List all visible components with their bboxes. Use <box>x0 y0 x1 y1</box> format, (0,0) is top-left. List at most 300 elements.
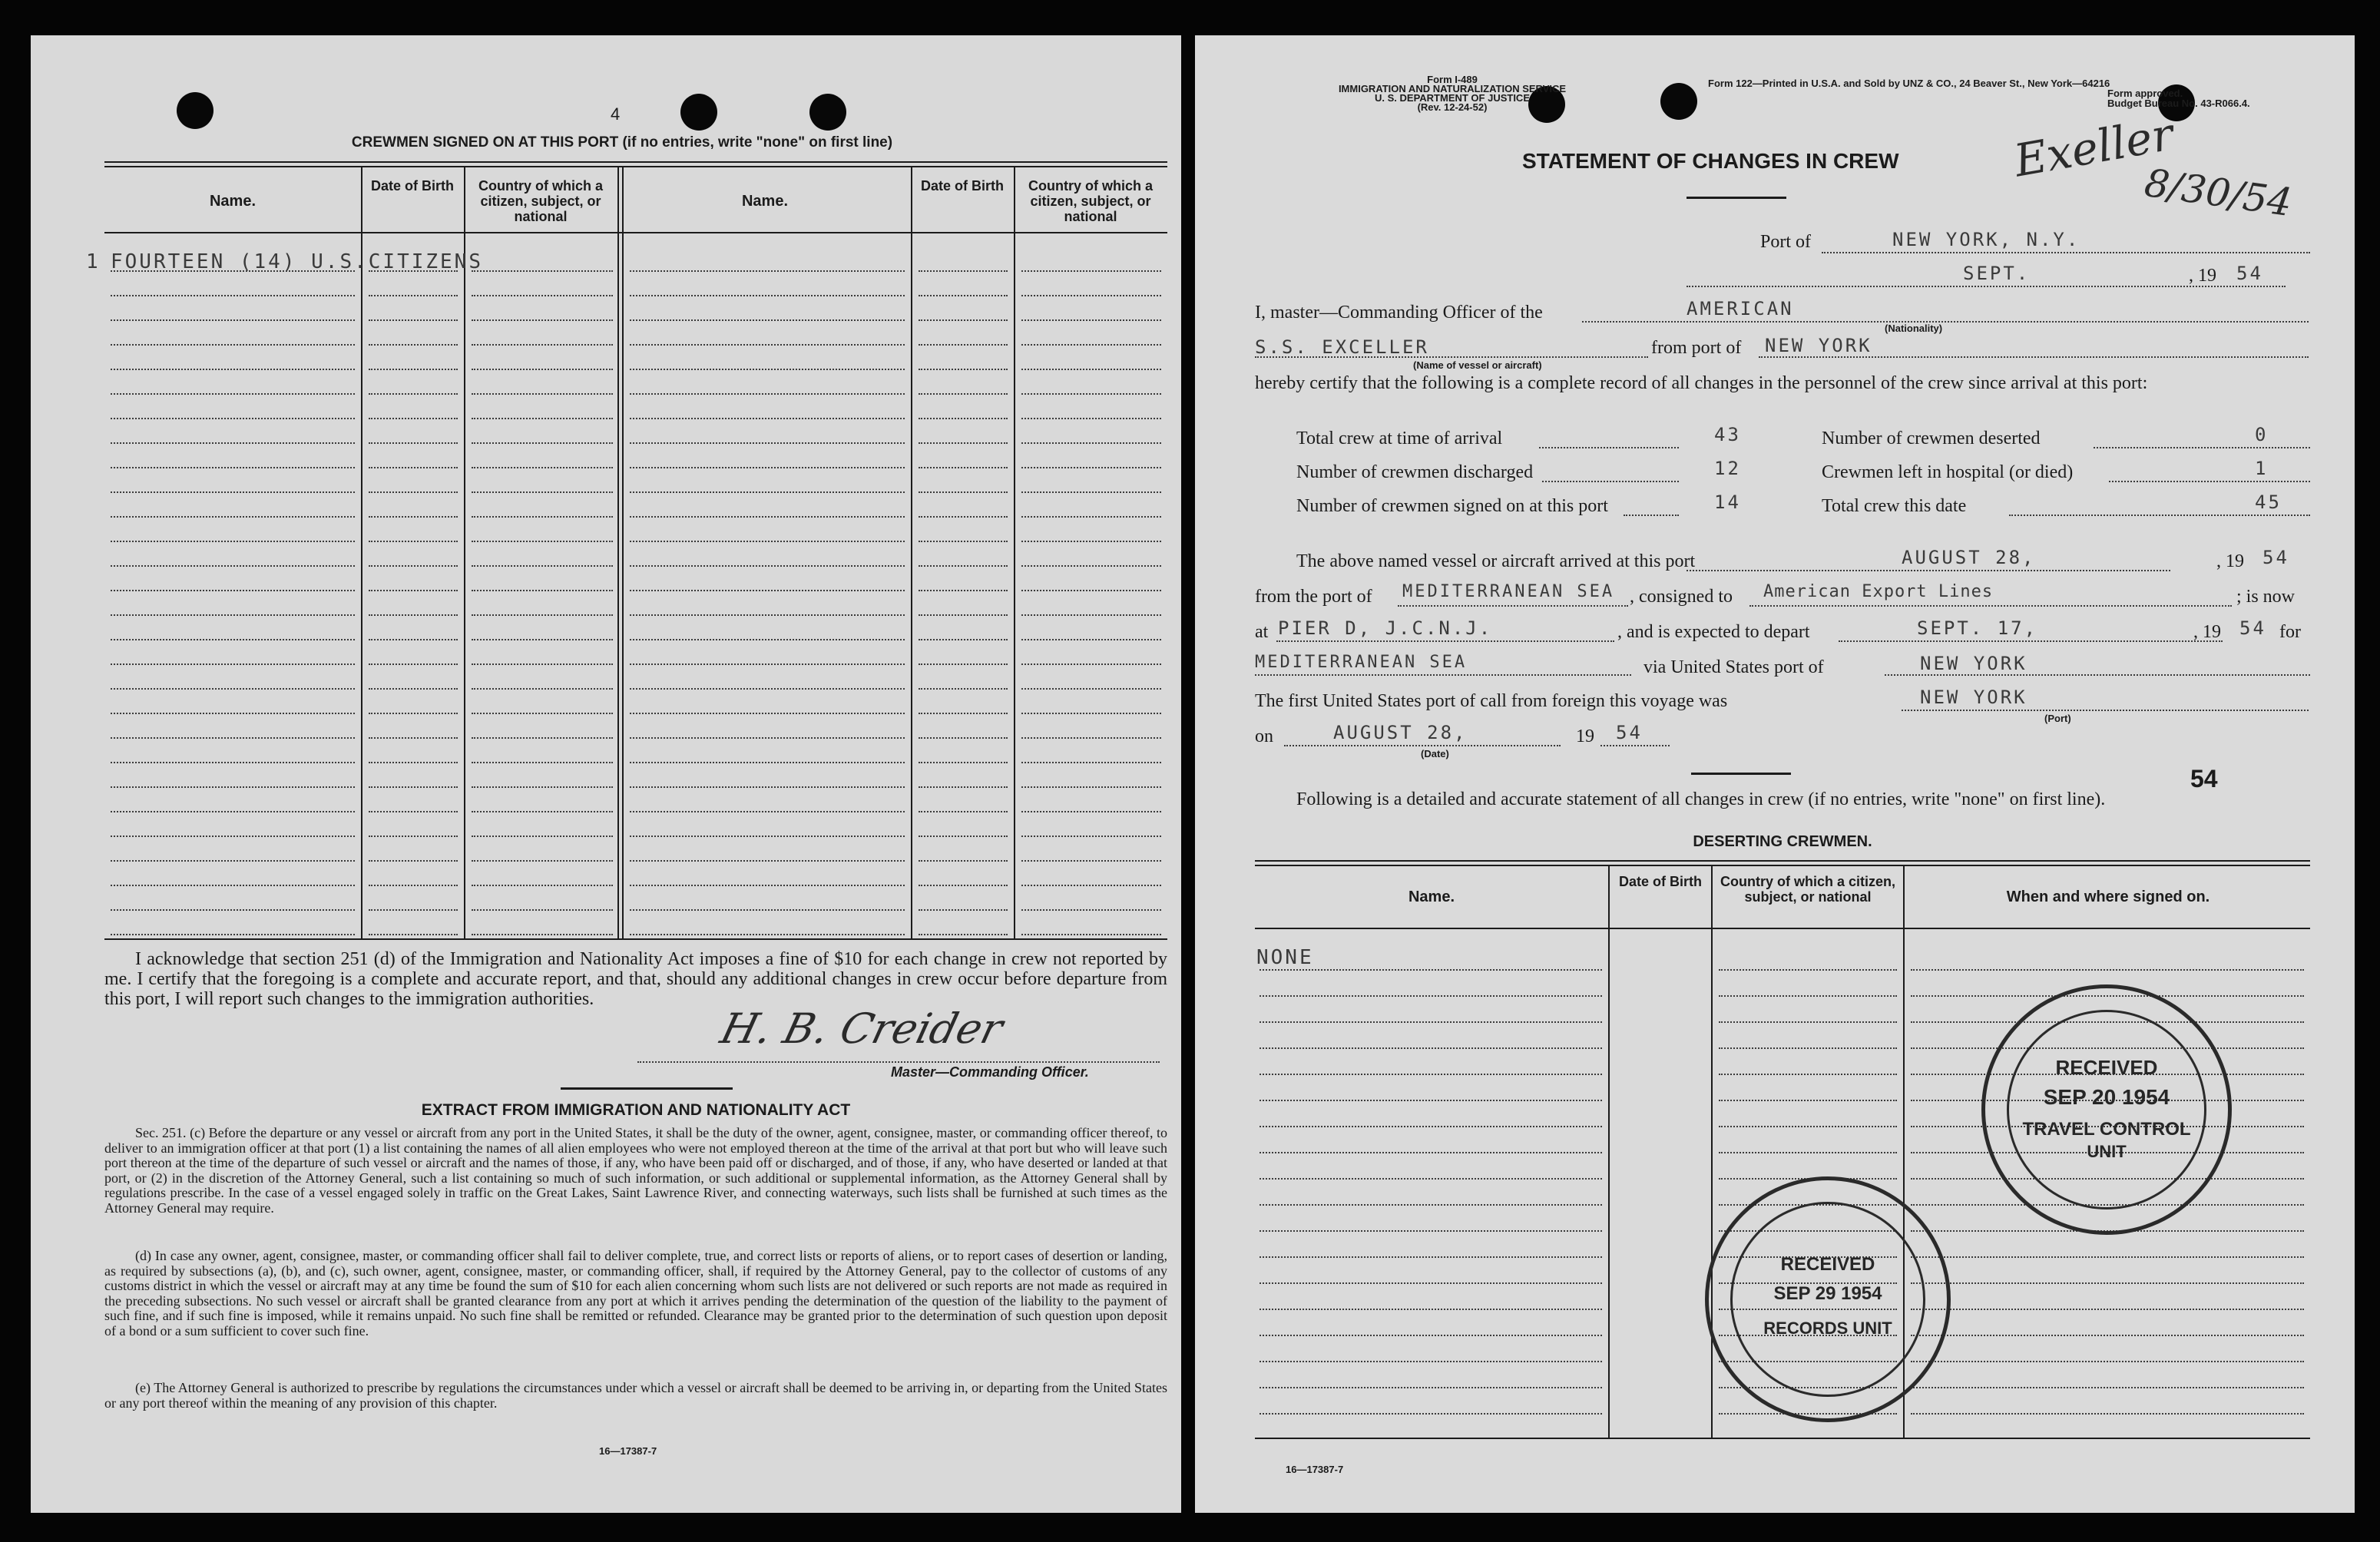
row-rule <box>919 688 1008 690</box>
row-rule <box>472 270 613 272</box>
row-rule <box>1021 344 1161 346</box>
row-rule <box>369 295 458 296</box>
row-rule <box>1260 1256 1602 1258</box>
row-rule <box>111 541 355 542</box>
row-rule <box>630 541 905 542</box>
row-rule <box>369 369 458 370</box>
form-title: STATEMENT OF CHANGES IN CREW <box>1522 149 1899 173</box>
row-rule <box>630 762 905 763</box>
stat-value: 45 <box>2255 491 2282 513</box>
signature-caption: Master—Commanding Officer. <box>891 1064 1089 1080</box>
row-rule <box>472 491 613 493</box>
row-rule <box>111 762 355 763</box>
row-rule <box>472 737 613 739</box>
punch-hole <box>809 94 846 131</box>
row-rule <box>472 541 613 542</box>
depart-year-prefix: , 19 <box>2193 622 2221 642</box>
row-rule <box>1021 663 1161 665</box>
row-rule <box>369 590 458 591</box>
row-rule <box>111 442 355 444</box>
row-rule <box>111 344 355 346</box>
row-rule <box>1021 811 1161 812</box>
row-rule <box>919 590 1008 591</box>
row-rule <box>369 418 458 419</box>
column-header: Name. <box>1408 888 1455 905</box>
right-page <box>1195 35 2355 1513</box>
row-rule <box>1260 1152 1602 1153</box>
year-prefix: , 19 <box>2189 266 2216 286</box>
column-header: Country of which a citizen, subject, or national <box>478 178 603 224</box>
row-rule <box>369 762 458 763</box>
row-rule <box>919 885 1008 886</box>
arrived-year-prefix: , 19 <box>2216 551 2244 571</box>
row-rule <box>919 541 1008 542</box>
row-rule <box>630 811 905 812</box>
row-rule <box>1021 467 1161 468</box>
stamp-line: UNIT <box>2087 1142 2127 1161</box>
printer-header <box>1708 78 2299 108</box>
row-rule <box>1911 1361 2304 1362</box>
row-rule <box>472 467 613 468</box>
row-rule <box>919 860 1008 862</box>
stamp-line: SEP 20 1954 <box>2043 1085 2170 1109</box>
stat-value: 14 <box>1714 491 1741 513</box>
row-rule <box>472 860 613 862</box>
column-header: Date of Birth <box>371 178 454 194</box>
row-rule <box>630 344 905 346</box>
row-rule <box>1719 1152 1897 1153</box>
row-rule <box>630 885 905 886</box>
row-rule <box>630 442 905 444</box>
is-now-label: ; is now <box>2236 587 2296 607</box>
from-port-label: from port of <box>1651 338 1742 358</box>
entry-marker: 1 <box>86 250 101 273</box>
extract-section-d: (d) In case any owner, agent, consignee, master, or commanding officer shall fail to deliver complete, true, and correct lists or reports of aliens, or to report cases of desertion or landing, as required by subsections (a), (b), and (c), such owner, agent, consignee, master, or commanding officer, shall, if required by the Attorney General, pay to the collector of customs of any customs district in which the vessel or aircraft may at any time be found the sum of $10 for each alien concerning whom such lists are not delivered or such reports are not made as required in the preceding subsections. No such vessel or aircraft shall be granted clearance from any port at which it arrives pending the determination of the question of the liability to the payment of such fine, and if such fine is imposed, while it remains unpaid. No such fine shall be remitted or refunded. Clearance may be granted prior to the determination of such question upon deposit of a bond or a sum sufficient to cover such fine. <box>104 1248 1167 1338</box>
row-rule <box>369 713 458 714</box>
row-rule <box>919 836 1008 837</box>
row-rule <box>472 909 613 911</box>
row-rule <box>1719 1126 1897 1127</box>
row-rule <box>630 491 905 493</box>
for-label: for <box>2279 622 2301 642</box>
row-rule <box>1021 836 1161 837</box>
row-rule <box>1719 1021 1897 1023</box>
stat-label: Number of crewmen signed on at this port <box>1296 496 1608 516</box>
row-rule <box>111 418 355 419</box>
stat-value: 12 <box>1714 458 1741 479</box>
stamp-line: RECEIVED <box>2055 1056 2158 1079</box>
row-rule <box>111 319 355 321</box>
port-label: Port of <box>1760 232 1811 252</box>
stat-label: Crewmen left in hospital (or died) <box>1822 462 2074 482</box>
depart-year: 54 <box>2239 617 2266 639</box>
row-rule <box>472 442 613 444</box>
row-rule <box>111 688 355 690</box>
form-number: Form I-489 <box>1427 74 1478 85</box>
row-rule <box>111 934 355 935</box>
master-signature: H. B. Creider <box>716 1004 1008 1053</box>
stamp-line: SEP 29 1954 <box>1773 1283 1882 1304</box>
row-rule <box>630 663 905 665</box>
row-rule <box>472 688 613 690</box>
row-rule <box>919 344 1008 346</box>
row-rule <box>111 786 355 788</box>
row-rule <box>369 565 458 567</box>
row-rule <box>369 541 458 542</box>
row-rule <box>111 639 355 640</box>
stat-label: Number of crewmen discharged <box>1296 462 1534 482</box>
row-rule <box>472 639 613 640</box>
stamp-line: RECEIVED <box>1780 1254 1875 1275</box>
row-rule <box>1021 565 1161 567</box>
row-rule <box>111 885 355 886</box>
row-rule <box>1021 541 1161 542</box>
row-rule <box>369 811 458 812</box>
row-rule <box>472 811 613 812</box>
row-rule <box>1260 1126 1602 1127</box>
row-rule <box>1911 1413 2304 1415</box>
column-header: Date of Birth <box>921 178 1004 194</box>
row-rule <box>1021 491 1161 493</box>
stat-label: Total crew at time of arrival <box>1296 429 1503 448</box>
row-rule <box>630 639 905 640</box>
arrived-year: 54 <box>2262 547 2289 568</box>
row-rule <box>472 319 613 321</box>
row-rule <box>111 393 355 395</box>
row-rule <box>1021 934 1161 935</box>
row-rule <box>1911 1335 2304 1336</box>
column-header: When and where signed on. <box>2006 888 2210 905</box>
at-value: PIER D, J.C.N.J. <box>1278 617 1493 639</box>
row-rule <box>111 663 355 665</box>
from-the-port-label: from the port of <box>1255 587 1372 607</box>
row-rule <box>919 811 1008 812</box>
row-rule <box>472 614 613 616</box>
row-rule <box>369 909 458 911</box>
row-rule <box>919 418 1008 419</box>
received-stamp-records-unit <box>1705 1176 1951 1422</box>
row-rule <box>369 885 458 886</box>
following-text: Following is a detailed and accurate statement of all changes in crew (if no entries, write "none" on first line). <box>1296 789 2106 809</box>
row-rule <box>1021 516 1161 518</box>
row-rule <box>1911 1387 2304 1388</box>
on-label: on <box>1255 726 1273 746</box>
on-year: 54 <box>1616 722 1643 743</box>
row-rule <box>919 491 1008 493</box>
row-rule <box>630 737 905 739</box>
row-rule <box>472 885 613 886</box>
stamp-line: TRAVEL CONTROL <box>2022 1119 2191 1140</box>
row-rule <box>1911 1309 2304 1310</box>
extract-section-e: (e) The Attorney General is authorized to prescribe by regulations the circumstances under which a vessel or aircraft shall be deemed to be arriving in, or departing from the United States or any port thereof within the meaning of any provision of this chapter. <box>104 1380 1167 1411</box>
row-rule <box>111 369 355 370</box>
row-rule <box>919 295 1008 296</box>
row-rule <box>1260 1387 1602 1388</box>
row-rule <box>369 319 458 321</box>
row-rule <box>472 713 613 714</box>
row-rule <box>111 491 355 493</box>
department-name: U. S. DEPARTMENT OF JUSTICE <box>1375 92 1530 104</box>
row-rule <box>369 467 458 468</box>
stat-value: 0 <box>2255 424 2269 445</box>
on-year-prefix: 19 <box>1576 726 1594 746</box>
row-rule <box>630 836 905 837</box>
arrived-label: The above named vessel or aircraft arrived at this port <box>1296 551 1696 571</box>
row-rule <box>1719 1100 1897 1101</box>
row-rule <box>472 836 613 837</box>
row-rule <box>919 663 1008 665</box>
row-rule <box>111 860 355 862</box>
agency-name: IMMIGRATION AND NATURALIZATION SERVICE <box>1338 83 1567 94</box>
row-rule <box>630 270 905 272</box>
budget-number: Budget Bureau No. 43-R066.4. <box>2107 98 2250 109</box>
row-rule <box>1260 1309 1602 1310</box>
row-rule <box>919 762 1008 763</box>
row-rule <box>1021 639 1161 640</box>
punch-hole <box>680 94 717 131</box>
row-rule <box>111 565 355 567</box>
row-rule <box>1021 418 1161 419</box>
row-rule <box>1021 270 1161 272</box>
row-rule <box>472 344 613 346</box>
row-rule <box>1021 688 1161 690</box>
master-label: I, master—Commanding Officer of the <box>1255 303 1543 323</box>
row-rule <box>1021 614 1161 616</box>
handwritten-name: Exeller <box>2010 108 2177 187</box>
via-label: via United States port of <box>1643 657 1824 677</box>
form-header <box>1326 75 1579 112</box>
at-label: at <box>1255 622 1269 642</box>
row-rule <box>630 393 905 395</box>
stat-label: Total crew this date <box>1822 496 1967 516</box>
row-rule <box>1911 969 2304 971</box>
footer-code: 16—17387-7 <box>1286 1464 1344 1475</box>
row-rule <box>630 860 905 862</box>
first-port-value: NEW YORK <box>1920 687 2027 708</box>
row-rule <box>630 909 905 911</box>
row-rule <box>919 369 1008 370</box>
row-rule <box>630 467 905 468</box>
row-rule <box>1021 885 1161 886</box>
row-rule <box>369 491 458 493</box>
row-rule <box>369 860 458 862</box>
row-rule <box>369 663 458 665</box>
port-value: NEW YORK, N.Y. <box>1892 229 2080 250</box>
row-rule <box>369 786 458 788</box>
acknowledgement-text: I acknowledge that section 251 (d) of the Immigration and Nationality Act imposes a fine of $10 for each change in crew not reported by me. I certify that the foregoing is a complete and accurate report, and that, should any additional changes in crew occur before departure from this port, I will report such changes to the immigration authorities. <box>104 949 1167 1009</box>
row-rule <box>1021 737 1161 739</box>
row-rule <box>472 393 613 395</box>
row-rule <box>1021 909 1161 911</box>
row-rule <box>1719 969 1897 971</box>
row-rule <box>369 516 458 518</box>
row-rule <box>1719 995 1897 997</box>
year-value: 54 <box>2236 263 2263 284</box>
row-rule <box>1260 1178 1602 1180</box>
on-value: AUGUST 28, <box>1333 722 1468 743</box>
row-rule <box>1260 1230 1602 1232</box>
row-rule <box>630 319 905 321</box>
row-rule <box>1911 1282 2304 1284</box>
printer-note: Form 122—Printed in U.S.A. and Sold by UNZ & CO., 24 Beaver St., New York—64216 <box>1708 78 2110 89</box>
row-rule <box>630 516 905 518</box>
arrived-value: AUGUST 28, <box>1902 547 2036 568</box>
via-value: NEW YORK <box>1920 653 2027 674</box>
section-title: CREWMEN SIGNED ON AT THIS PORT (if no entries, write "none" on first line) <box>351 134 893 151</box>
row-rule <box>111 467 355 468</box>
row-rule <box>1719 1074 1897 1075</box>
row-rule <box>1021 590 1161 591</box>
row-rule <box>1021 442 1161 444</box>
row-rule <box>1260 1282 1602 1284</box>
row-rule <box>630 295 905 296</box>
row-rule <box>1260 1413 1602 1415</box>
row-rule <box>919 934 1008 935</box>
row-rule <box>111 516 355 518</box>
extract-title: EXTRACT FROM IMMIGRATION AND NATIONALITY ACT <box>421 1101 851 1119</box>
row-rule <box>111 295 355 296</box>
row-rule <box>919 270 1008 272</box>
punch-hole <box>177 92 214 129</box>
row-rule <box>630 688 905 690</box>
row-rule <box>472 295 613 296</box>
row-rule <box>630 786 905 788</box>
depart-label: , and is expected to depart <box>1617 622 1810 642</box>
stat-label: Number of crewmen deserted <box>1822 429 2041 448</box>
stat-value: 43 <box>1714 424 1741 445</box>
destination-value: MEDITERRANEAN SEA <box>1255 653 1468 672</box>
stamp-line: RECORDS UNIT <box>1763 1319 1892 1338</box>
row-rule <box>1021 860 1161 862</box>
row-rule <box>111 737 355 739</box>
row-rule <box>111 614 355 616</box>
row-rule <box>1911 1256 2304 1258</box>
row-rule <box>111 811 355 812</box>
row-rule <box>472 663 613 665</box>
row-rule <box>919 319 1008 321</box>
row-rule <box>919 442 1008 444</box>
column-header: Date of Birth <box>1619 874 1702 889</box>
row-rule <box>630 590 905 591</box>
table-entry: NONE <box>1256 946 1314 969</box>
row-rule <box>111 713 355 714</box>
row-rule <box>919 393 1008 395</box>
row-rule <box>1021 319 1161 321</box>
row-rule <box>111 590 355 591</box>
nationality-caption: (Nationality) <box>1885 323 1943 334</box>
form-revision: (Rev. 12-24-52) <box>1417 101 1488 113</box>
consigned-label: , consigned to <box>1630 587 1733 607</box>
column-header: Name. <box>741 193 789 210</box>
received-stamp-travel-control <box>1981 984 2232 1235</box>
left-page <box>31 35 1181 1513</box>
row-rule <box>1260 1204 1602 1206</box>
row-rule <box>1260 1074 1602 1075</box>
consigned-value: American Export Lines <box>1763 582 1994 601</box>
row-rule <box>472 565 613 567</box>
port-caption: (Port) <box>2044 713 2071 724</box>
row-rule <box>369 442 458 444</box>
depart-value: SEPT. 17, <box>1917 617 2038 639</box>
from-the-port-value: MEDITERRANEAN SEA <box>1402 582 1615 601</box>
column-header: Country of which a citizen, subject, or national <box>1720 874 1895 905</box>
page-number: 4 <box>611 104 621 124</box>
row-rule <box>1260 1021 1602 1023</box>
serial-mark: 54 <box>2190 765 2218 793</box>
row-rule <box>919 737 1008 739</box>
date-value: SEPT. <box>1963 263 2031 284</box>
row-rule <box>1021 762 1161 763</box>
extract-section-c: Sec. 251. (c) Before the departure or any vessel or aircraft from any port in the United States, it shall be the duty of the owner, agent, consignee, master, or commanding officer thereof, to deliver to an immigration officer at that port (1) a list containing the names of all alien employees who were not employed thereon at the time of the arrival at that port but who will leave such port thereon at the time of the departure of such vessel or aircraft and the names of those, if any, who have been paid off or discharged, and of those, if any, who have deserted or landed at that port, or (2) in the discretion of the Attorney General, such a list containing so much of such information, or such additional or supplemental information, as the Attorney General shall by regulations prescribe. In the case of a vessel engaged solely in traffic on the Great Lakes, Saint Lawrence River, and connecting waterways, such lists shall be furnished at such times as the Attorney General may require. <box>104 1125 1167 1216</box>
table-entry: FOURTEEN (14) U.S.CITIZENS <box>111 250 483 273</box>
handwritten-date: 8/30/54 <box>2141 160 2295 226</box>
row-rule <box>472 762 613 763</box>
row-rule <box>472 934 613 935</box>
row-rule <box>1719 1047 1897 1049</box>
row-rule <box>1260 1047 1602 1049</box>
deserting-title: DESERTING CREWMEN. <box>1693 833 1872 850</box>
row-rule <box>630 934 905 935</box>
row-rule <box>111 909 355 911</box>
punch-hole <box>1660 83 1697 120</box>
row-rule <box>630 713 905 714</box>
row-rule <box>630 369 905 370</box>
row-rule <box>1260 969 1602 971</box>
column-header: Name. <box>209 193 257 210</box>
row-rule <box>369 639 458 640</box>
row-rule <box>472 516 613 518</box>
row-rule <box>472 590 613 591</box>
row-rule <box>919 713 1008 714</box>
column-header: Country of which a citizen, subject, or national <box>1028 178 1153 224</box>
row-rule <box>1260 1335 1602 1336</box>
row-rule <box>1021 786 1161 788</box>
row-rule <box>369 344 458 346</box>
row-rule <box>111 836 355 837</box>
vessel-value: S.S. EXCELLER <box>1255 336 1429 358</box>
vessel-caption: (Name of vessel or aircraft) <box>1413 359 1542 371</box>
row-rule <box>919 639 1008 640</box>
row-rule <box>472 786 613 788</box>
row-rule <box>1260 995 1602 997</box>
row-rule <box>369 836 458 837</box>
date-caption: (Date) <box>1421 748 1449 759</box>
row-rule <box>919 614 1008 616</box>
row-rule <box>919 565 1008 567</box>
row-rule <box>472 418 613 419</box>
row-rule <box>369 934 458 935</box>
row-rule <box>1021 393 1161 395</box>
row-rule <box>369 737 458 739</box>
row-rule <box>630 418 905 419</box>
from-port-value: NEW YORK <box>1765 335 1872 356</box>
row-rule <box>369 614 458 616</box>
row-rule <box>919 467 1008 468</box>
certify-text: hereby certify that the following is a complete record of all changes in the personnel of the crew since arrival at this port: <box>1255 373 2148 393</box>
first-port-label: The first United States port of call from foreign this voyage was <box>1255 691 1728 711</box>
row-rule <box>630 614 905 616</box>
row-rule <box>919 909 1008 911</box>
row-rule <box>1021 295 1161 296</box>
row-rule <box>369 688 458 690</box>
row-rule <box>1021 713 1161 714</box>
row-rule <box>369 393 458 395</box>
row-rule <box>1021 369 1161 370</box>
footer-code: 16—17387-7 <box>599 1445 657 1457</box>
row-rule <box>1260 1100 1602 1101</box>
approval-note: Form approved. <box>2107 88 2183 99</box>
row-rule <box>919 516 1008 518</box>
